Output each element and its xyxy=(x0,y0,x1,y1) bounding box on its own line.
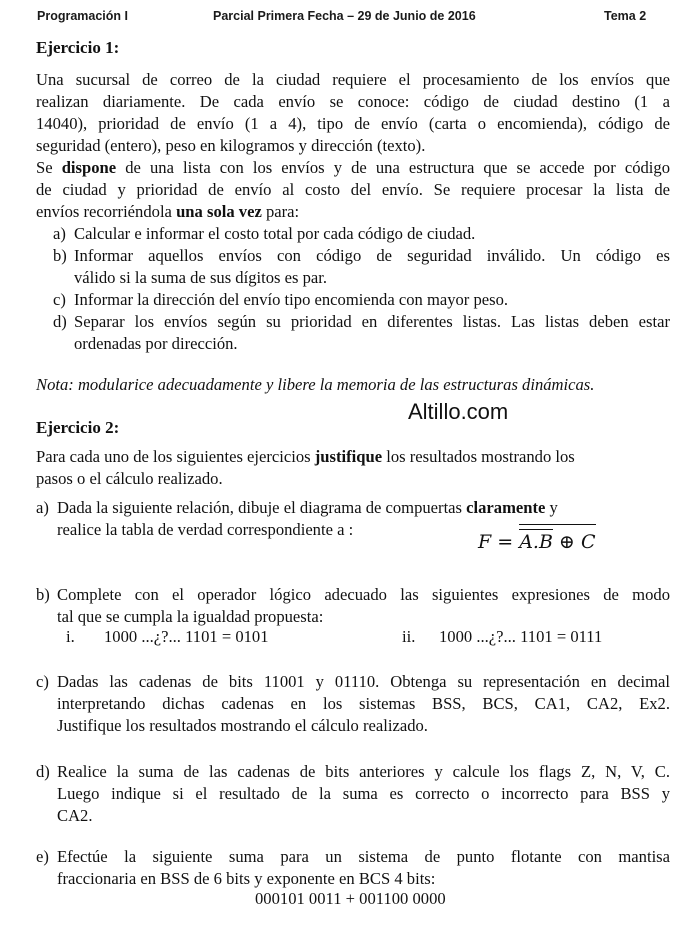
exercise-1-intro xyxy=(36,69,670,157)
exercise-1-title: Ejercicio 1: xyxy=(36,38,120,57)
watermark-logo: Altillo.com xyxy=(408,399,509,424)
item-label: e) xyxy=(36,847,49,866)
expression-ii: 1000 ...¿?... 1101 = 0111 xyxy=(439,627,603,646)
intro-line: 14040), prioridad de envío (1 a 4), tipo de envío (carta o encomienda), código de xyxy=(36,114,670,133)
item-label: c) xyxy=(36,672,49,691)
item-2c-text: Dadas las cadenas de bits 11001 y 01110. Obtenga su representación en decimal interpretando dichas cadenas en los sistemas BSS, BCS, CA1, CA2, Ex2. Justifique los resultados mostrando el cálculo realizado. xyxy=(57,672,670,735)
expression-i: 1000 ...¿?... 1101 = 0101 xyxy=(104,627,269,646)
item-d-text: Separar los envíos según su prioridad en diferentes listas. Las listas deben estar ordenadas por dirección. xyxy=(74,312,670,353)
item-label: d) xyxy=(53,312,67,331)
item-label: d) xyxy=(36,762,50,781)
course-name: Programación I xyxy=(37,9,128,23)
item-label: b) xyxy=(53,246,67,265)
boolean-formula: F = A.B ⊕ C xyxy=(478,524,596,553)
item-c-text: Informar la dirección del envío tipo encomienda con mayor peso. xyxy=(74,290,509,309)
item-label: c) xyxy=(53,290,66,309)
intro-line: realizan diariamente. De cada envío se conoce: código de ciudad destino (1 a xyxy=(36,92,670,111)
exam-title: Parcial Primera Fecha – 29 de Junio de 2016 xyxy=(213,9,476,23)
item-2a-text: Dada la siguiente relación, dibuje el diagrama de compuertas claramente y realice la tabla de verdad correspondiente a : xyxy=(57,498,558,539)
emphasis-justifique: justifique xyxy=(314,447,383,466)
formula-negation-inner: A.B xyxy=(519,531,553,553)
exercise-1-note: Nota: modularice adecuadamente y libere la memoria de las estructuras dinámicas. xyxy=(36,375,595,394)
context-line: envíos recorriéndola una sola vez para: xyxy=(36,202,300,221)
item-2b-text: Complete con el operador lógico adecuado las siguientes expresiones de modo tal que se cumpla la igualdad propuesta: xyxy=(57,585,670,626)
item-label: b) xyxy=(36,585,50,604)
item-2e-text: Efectúe la siguiente suma para un sistema de punto flotante con mantisa fraccionaria en BSS de 6 bits y exponente en BCS 4 bits: xyxy=(57,847,670,888)
item-a-text: Calcular e informar el costo total por cada código de ciudad. xyxy=(74,224,476,243)
exercise-2-title: Ejercicio 2: xyxy=(36,418,120,437)
intro-line: seguridad (entero), peso en kilogramos y dirección (texto). xyxy=(36,136,426,155)
exercise-1-context xyxy=(36,157,670,223)
item-2d-text: Realice la suma de las cadenas de bits anteriores y calcule los flags Z, N, V, C. Luego indique si el resultado de la suma es correcto o incorrecto para BSS y CA2. xyxy=(57,762,670,825)
floating-point-expression: 000101 0011 + 001100 0000 xyxy=(255,889,446,908)
context-line: Se dispone de una lista con los envíos y de una estructura que se accede por código xyxy=(36,158,671,177)
subitem-label: i. xyxy=(66,627,75,646)
intro-line: Una sucursal de correo de la ciudad requiere el procesamiento de los envíos que xyxy=(36,70,670,89)
emphasis-claramente: claramente xyxy=(466,498,546,517)
subitem-label: ii. xyxy=(402,627,416,646)
item-label: a) xyxy=(53,224,66,243)
emphasis-una-sola-vez: una sola vez xyxy=(176,202,262,221)
exam-theme: Tema 2 xyxy=(604,9,647,23)
context-line: de ciudad y prioridad de envío al costo del envío. Se requiere procesar la lista de xyxy=(36,180,670,199)
emphasis-dispone: dispone xyxy=(61,158,117,177)
xor-symbol: ⊕ xyxy=(558,531,575,553)
exercise-2-intro: Para cada uno de los siguientes ejercicios justifique los resultados mostrando los pasos o el cálculo realizado. xyxy=(36,447,575,488)
item-label: a) xyxy=(36,498,49,517)
item-b-text: Informar aquellos envíos con código de seguridad inválido. Un código es válido si la suma de sus dígitos es par. xyxy=(74,246,670,287)
page-header xyxy=(0,9,700,27)
formula-negation-outer: A.B ⊕ C xyxy=(519,524,595,553)
